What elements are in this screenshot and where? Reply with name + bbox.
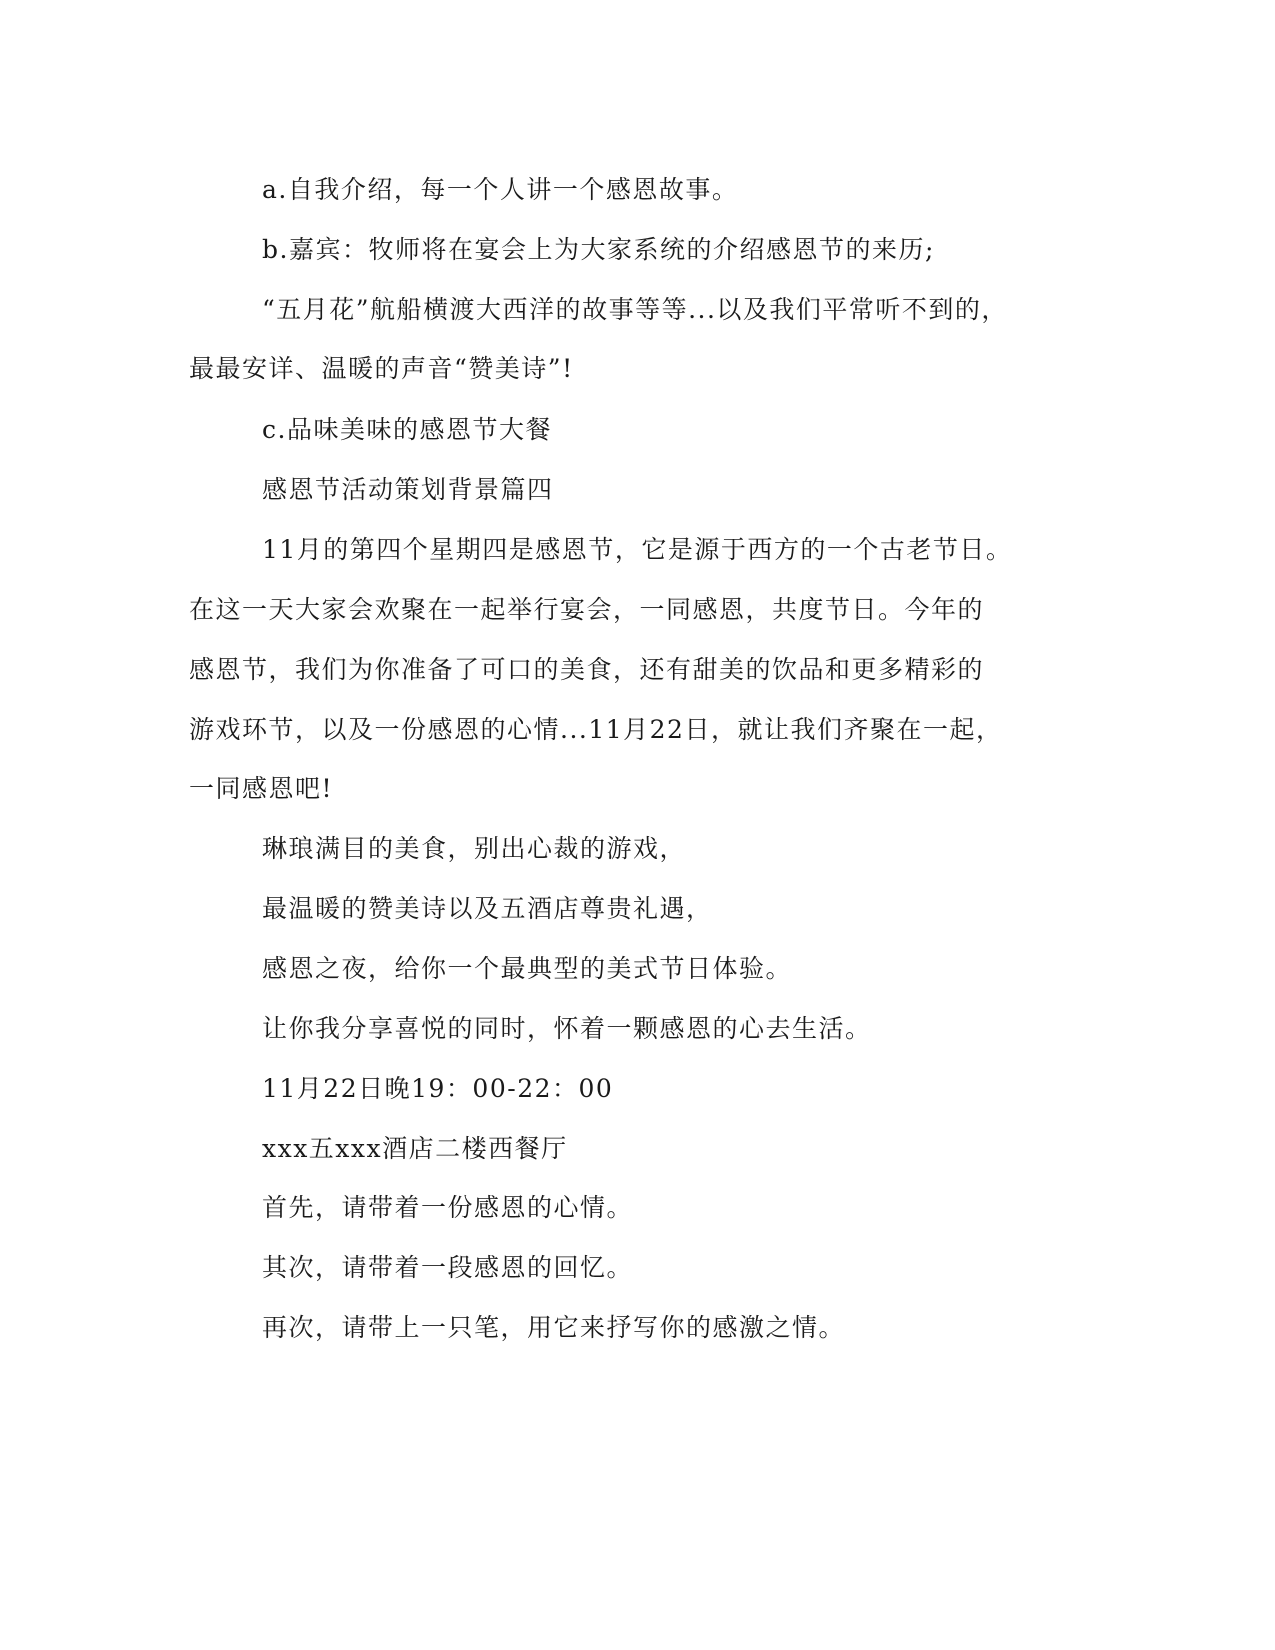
text-line: 感恩节，我们为你准备了可口的美食，还有甜美的饮品和更多精彩的 [189, 655, 985, 684]
text-line: a.自我介绍，每一个人讲一个感恩故事。 [262, 175, 739, 204]
event-location: xxx五xxx酒店二楼西餐厅 [262, 1134, 568, 1163]
event-time: 11月22日晚19：00-22：00 [262, 1074, 614, 1103]
text-line: c.品味美味的感恩节大餐 [262, 415, 552, 444]
text-line: 最最安详、温暖的声音“赞美诗”! [189, 354, 574, 383]
text-line: “五月花”航船横渡大西洋的故事等等...以及我们平常听不到的， [262, 295, 1008, 324]
text-line: 让你我分享喜悦的同时，怀着一颗感恩的心去生活。 [262, 1014, 872, 1043]
text-line: 最温暖的赞美诗以及五酒店尊贵礼遇， [262, 894, 713, 923]
text-line: b.嘉宾：牧师将在宴会上为大家系统的介绍感恩节的来历; [262, 235, 935, 264]
text-line: 再次，请带上一只笔，用它来抒写你的感激之情。 [262, 1313, 846, 1342]
section-heading: 感恩节活动策划背景篇四 [262, 475, 554, 504]
text-line: 在这一天大家会欢聚在一起举行宴会，一同感恩，共度节日。今年的 [189, 595, 985, 624]
text-line: 首先，请带着一份感恩的心情。 [262, 1193, 634, 1222]
text-line: 一同感恩吧! [189, 774, 334, 803]
text-line: 感恩之夜，给你一个最典型的美式节日体验。 [262, 954, 793, 983]
text-line: 其次，请带着一段感恩的回忆。 [262, 1253, 634, 1282]
text-line: 游戏环节，以及一份感恩的心情...11月22日，就让我们齐聚在一起， [189, 715, 1003, 744]
text-line: 琳琅满目的美食，别出心裁的游戏， [262, 834, 687, 863]
text-line: 11月的第四个星期四是感恩节，它是源于西方的一个古老节日。 [262, 535, 1013, 564]
